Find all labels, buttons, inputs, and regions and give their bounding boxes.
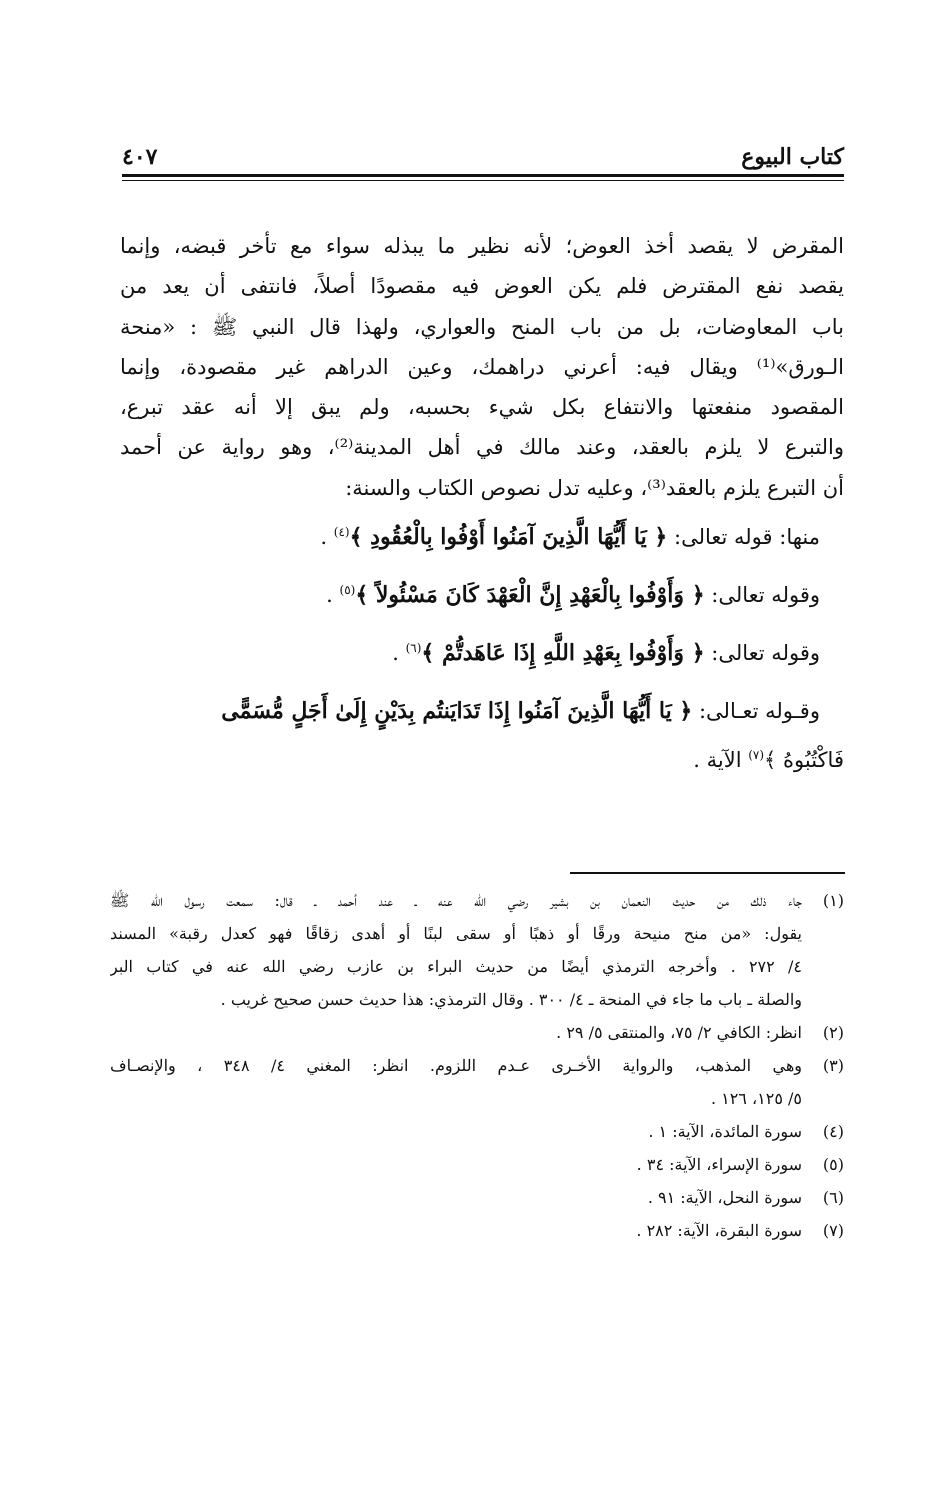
- footnote-number: (٢): [822, 1023, 844, 1042]
- text-line: والتبرع لا يلزم بالعقد، وعند مالك في أهل المدينة⁽²⁾، وهو رواية عن أحمد: [120, 435, 844, 460]
- footnote: [110, 1181, 844, 1214]
- footnote-line: جاء ذلك من حديث النعمان بن بشير رضي الله عنه ـ عند أحمد ـ قال: سمعت رسول الله ﷺ: [110, 891, 802, 910]
- footnote-ref: (٥): [339, 583, 356, 598]
- verse-line: [120, 624, 844, 682]
- verse-intro: منها: قوله تعالى:: [674, 525, 820, 550]
- footnote: [110, 1115, 844, 1148]
- verse-line: [120, 682, 844, 740]
- footnote: [110, 1214, 844, 1247]
- footnote-line: والصلة ـ باب ما جاء في المنحة ـ ٤/ ٣٠٠ . وقال الترمذي: هذا حديث حسن صحيح غريب .: [220, 990, 802, 1009]
- footnote-ref: (٤): [333, 525, 350, 540]
- footnote: [110, 1016, 844, 1049]
- text-line: المقرض لا يقصد أخذ العوض؛ لأنه نظير ما يبذله سواء مع تأخر قبضه، وإنما: [120, 234, 844, 258]
- chapter-title: كتاب البيوع: [741, 144, 844, 170]
- footnotes: [110, 884, 844, 1247]
- verse-line: [120, 566, 844, 624]
- verse-intro: وقوله تعالى:: [711, 641, 820, 666]
- footnote-line: وهي المذهب، والرواية الأخـرى عـدم اللزوم. انظر: المغني ٤/ ٣٤٨ ، والإنصـاف: [110, 1056, 802, 1075]
- footnote-ref: (٧): [748, 748, 765, 763]
- footnote-number: (٧): [822, 1221, 844, 1240]
- verse-intro: وقـوله تعـالى:: [698, 699, 820, 724]
- text-line: يقصد نفع المقترض فلم يكن العوض فيه مقصودًا أصلاً، فانتفى أن يعد من: [120, 274, 844, 299]
- verse-line: [120, 740, 844, 786]
- footnote-line: ٥/ ١٢٥، ١٢٦ .: [710, 1089, 802, 1108]
- footnote-line: سورة النحل، الآية: ٩١ .: [647, 1188, 802, 1207]
- footnote-line: سورة المائدة، الآية: ١ .: [648, 1122, 802, 1141]
- footnote: [110, 884, 844, 1016]
- footnote-line: سورة البقرة، الآية: ٢٨٢ .: [636, 1221, 802, 1240]
- text-line: الـورق»⁽¹⁾ ويقال فيه: أعرني دراهمك، وعين الدراهم غير مقصودة، وإنما: [120, 354, 844, 379]
- text-line: باب المعاوضات، بل من باب المنح والعواري، ولهذا قال النبي ﷺ : «منحة: [120, 314, 844, 339]
- header-rule-thin: [122, 180, 844, 181]
- footnote-number: (١): [822, 891, 844, 910]
- text-line: أن التبرع يلزم بالعقد⁽³⁾، وعليه تدل نصوص الكتاب والسنة:: [345, 475, 844, 500]
- verse-line: [120, 508, 844, 566]
- footnote-line: ٤/ ٢٧٢ . وأخرجه الترمذي أيضًا من حديث البراء بن عازب رضي الله عنه في كتاب البر: [110, 957, 802, 976]
- footnote-separator: [570, 872, 845, 874]
- footnote-number: (٣): [822, 1056, 844, 1075]
- verse-intro: وقوله تعالى:: [711, 583, 820, 608]
- verse-end: .: [326, 583, 333, 608]
- footnote: [110, 1049, 844, 1115]
- footnote-line: سورة الإسراء، الآية: ٣٤ .: [636, 1155, 802, 1174]
- footnote-number: (٤): [822, 1122, 844, 1141]
- quran-verse: ﴿ وَأَوْفُوا بِعَهْدِ اللَّهِ إِذَا عَاهَدتُّمْ ﴾: [421, 640, 705, 667]
- verse-end: .: [320, 525, 328, 550]
- quran-verse: ﴿ يَا أَيُّهَا الَّذِينَ آمَنُوا إِذَا تَدَايَنتُم بِدَيْنٍ إِلَىٰ أَجَلٍ مُّسَمًّى: [221, 698, 693, 725]
- quran-verse: ﴿ وَأَوْفُوا بِالْعَهْدِ إِنَّ الْعَهْدَ كَانَ مَسْئُولاً ﴾: [355, 582, 705, 609]
- verse-end: .: [392, 641, 399, 666]
- quran-verse: فَاكْتُبُوهُ ﴾: [764, 748, 844, 773]
- footnote-number: (٥): [822, 1155, 844, 1174]
- footnote-line: يقول: «من منح منيحة ورقًا أو ذهبًا أو سقى لبنًا أو أهدى زقاقًا فهو كعدل رقبة» المسند: [110, 924, 802, 943]
- main-text: [120, 226, 844, 786]
- page-number: ٤٠٧: [122, 144, 158, 170]
- footnote: [110, 1148, 844, 1181]
- footnote-number: (٦): [822, 1188, 844, 1207]
- verse-end: الآية .: [693, 748, 742, 773]
- header-rule: [122, 174, 844, 177]
- text-line: المقصود منفعتها والانتفاع بكل شيء بحسبه، ولم يبق إلا أنه عقد تبرع،: [120, 395, 844, 420]
- quran-verse: ﴿ يَا أَيُّهَا الَّذِينَ آمَنُوا أَوْفُوا بِالْعُقُودِ ﴾: [349, 524, 668, 551]
- footnote-line: انظر: الكافي ٢/ ٧٥، والمنتقى ٥/ ٢٩ .: [556, 1023, 802, 1042]
- footnote-ref: (٦): [405, 641, 422, 656]
